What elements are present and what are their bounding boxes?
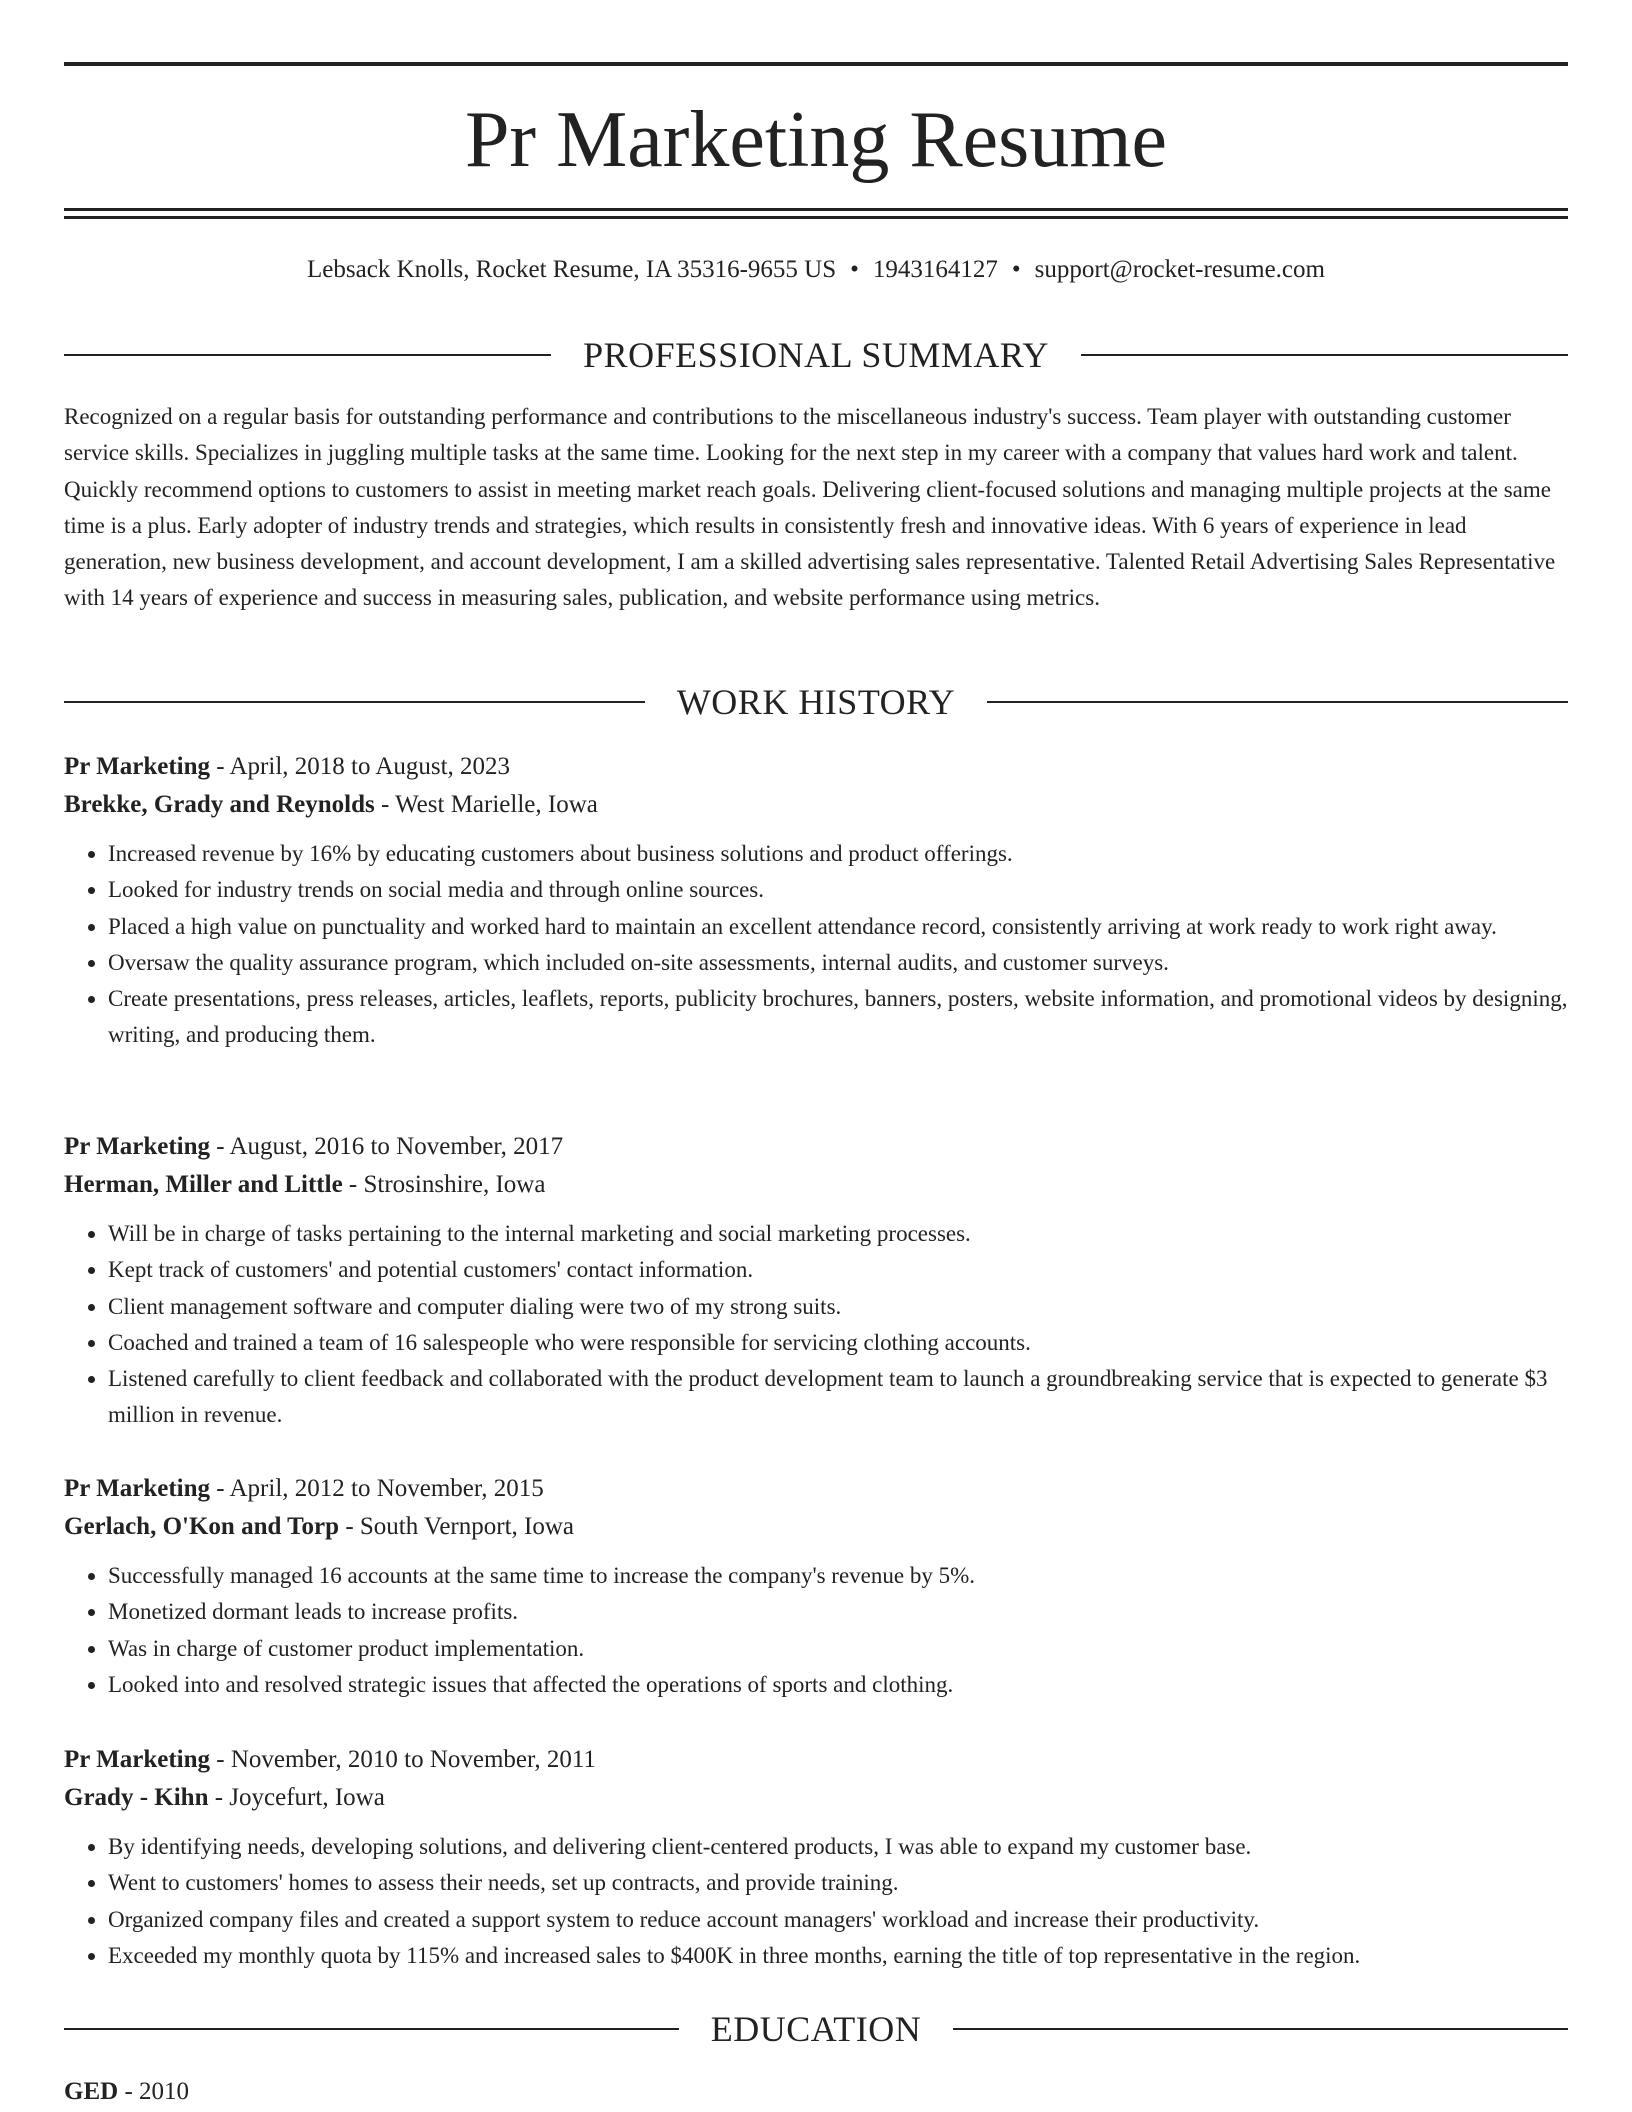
job-company: Brekke, Grady and Reynolds (64, 791, 375, 818)
job-bullet: • Was in charge of customer product implementation. (108, 1631, 1568, 1667)
job-dates: - August, 2016 to November, 2017 (210, 1133, 564, 1160)
heading-rule (64, 354, 551, 356)
heading-rule (1081, 354, 1568, 356)
job-bullet: • By identifying needs, developing solutions, and delivering client-centered products, I was able to expand my customer base. (108, 1829, 1568, 1865)
job-role: Pr Marketing (64, 1133, 211, 1160)
title-rule-upper (64, 208, 1568, 211)
job-bullet: • Successfully managed 16 accounts at the same time to increase the company's revenue by 5%. (108, 1558, 1568, 1594)
job-location: - West Marielle, Iowa (374, 791, 598, 818)
job-role: Pr Marketing (64, 753, 211, 780)
heading-rule (64, 701, 645, 703)
heading-rule (987, 701, 1568, 703)
education-year: - 2010 (118, 2078, 190, 2105)
job-company: Gerlach, O'Kon and Torp (64, 1513, 340, 1540)
work-history-heading-label: WORK HISTORY (676, 682, 956, 722)
job-dates: - November, 2010 to November, 2011 (210, 1746, 596, 1773)
job-title-line (64, 1741, 1568, 1779)
job-bullet: • Listened carefully to client feedback and collaborated with the product development team to launch a groundbreaking service that is expected to generate $3 million in revenue. (108, 1361, 1568, 1434)
job-company-line (64, 786, 1568, 824)
job-title-line (64, 1470, 1568, 1508)
job-bullet: • Organized company files and created a support system to reduce account managers' workload and increase their productivity. (108, 1902, 1568, 1938)
contact-phone: 1943164127 (872, 256, 998, 283)
job-bullet: • Looked for industry trends on social media and through online sources. (108, 872, 1568, 908)
summary-heading (64, 333, 1568, 377)
education-heading-label: EDUCATION (710, 2009, 922, 2049)
contact-line (64, 254, 1568, 286)
job-bullets (64, 836, 1568, 1054)
job-location: - Joycefurt, Iowa (208, 1784, 385, 1811)
education-degree: GED (64, 2078, 119, 2105)
education-heading (64, 2007, 1568, 2051)
contact-separator: • (850, 256, 859, 283)
contact-separator: • (1011, 256, 1021, 283)
job-title-line (64, 1128, 1568, 1166)
job-location: - Strosinshire, Iowa (342, 1171, 546, 1198)
heading-rule (953, 2028, 1568, 2030)
job-dates: - April, 2012 to November, 2015 (210, 1475, 544, 1502)
job-bullet: • Placed a high value on punctuality and worked hard to maintain an excellent attendance record, consistently arriving at work ready to work right away. (108, 909, 1568, 945)
job-dates: - April, 2018 to August, 2023 (210, 753, 511, 780)
contact-email: support@rocket-resume.com (1034, 256, 1325, 283)
job-bullet: • Will be in charge of tasks pertaining to the internal marketing and social marketing processes. (108, 1216, 1568, 1252)
job-location: - South Vernport, Iowa (339, 1513, 574, 1540)
job-title-line (64, 748, 1568, 786)
job-bullet: • Went to customers' homes to assess their needs, set up contracts, and provide training. (108, 1865, 1568, 1901)
job-entry (64, 1470, 1568, 1703)
job-role: Pr Marketing (64, 1746, 211, 1773)
job-entry (64, 1741, 1568, 1974)
work-history-heading (64, 680, 1568, 724)
job-company-line (64, 1166, 1568, 1204)
contact-address: Lebsack Knolls, Rocket Resume, IA 35316-9655 US (307, 256, 837, 283)
job-bullet: • Looked into and resolved strategic issues that affected the operations of sports and clothing. (108, 1667, 1568, 1703)
job-bullets (64, 1216, 1568, 1434)
job-entry (64, 1128, 1568, 1434)
job-company-line (64, 1508, 1568, 1546)
title-rule-lower (64, 216, 1568, 219)
resume-title: Pr Marketing Resume (464, 96, 1168, 184)
top-rule (64, 62, 1568, 66)
job-bullet: • Oversaw the quality assurance program, which included on-site assessments, internal audits, and customer surveys. (108, 945, 1568, 981)
job-role: Pr Marketing (64, 1475, 211, 1502)
summary-heading-label: PROFESSIONAL SUMMARY (583, 335, 1049, 375)
education-entry (64, 2073, 189, 2111)
summary-text: Recognized on a regular basis for outstanding performance and contributions to the miscellaneous industry's success. Team player with outstanding customer service skills. Specializes in juggling multiple tasks at the same time. Looking for the next step in my career with a company that values hard work and talent. Quickly recommend options to customers to assist in meeting market reach goals. Delivering client-focused solutions and managing multiple projects at the same time is a plus. Early adopter of industry trends and strategies, which results in consistently fresh and innovative ideas. With 6 years of experience in lead generation, new business development, and account development, I am a skilled advertising sales representative. Talented Retail Advertising Sales Representative with 14 years of experience and success in measuring sales, publication, and website performance using metrics. (64, 404, 1556, 611)
job-bullet: • Monetized dormant leads to increase profits. (108, 1594, 1568, 1630)
job-bullet: • Client management software and computer dialing were two of my strong suits. (108, 1289, 1568, 1325)
job-company: Grady - Kihn (64, 1784, 209, 1811)
job-bullet: • Create presentations, press releases, articles, leaflets, reports, publicity brochures, banners, posters, website information, and promotional videos by designing, writing, and producing them. (108, 981, 1568, 1054)
job-bullet: • Exceeded my monthly quota by 115% and increased sales to $400K in three months, earning the title of top representative in the region. (108, 1938, 1568, 1974)
job-bullets (64, 1558, 1568, 1703)
job-company-line (64, 1779, 1568, 1817)
job-bullet: • Increased revenue by 16% by educating customers about business solutions and product offerings. (108, 836, 1568, 872)
job-entry (64, 748, 1568, 1054)
job-bullet: • Coached and trained a team of 16 salespeople who were responsible for servicing clothing accounts. (108, 1325, 1568, 1361)
job-bullets (64, 1829, 1568, 1974)
heading-rule (64, 2028, 679, 2030)
job-company: Herman, Miller and Little (64, 1171, 343, 1198)
job-bullet: • Kept track of customers' and potential customers' contact information. (108, 1252, 1568, 1288)
